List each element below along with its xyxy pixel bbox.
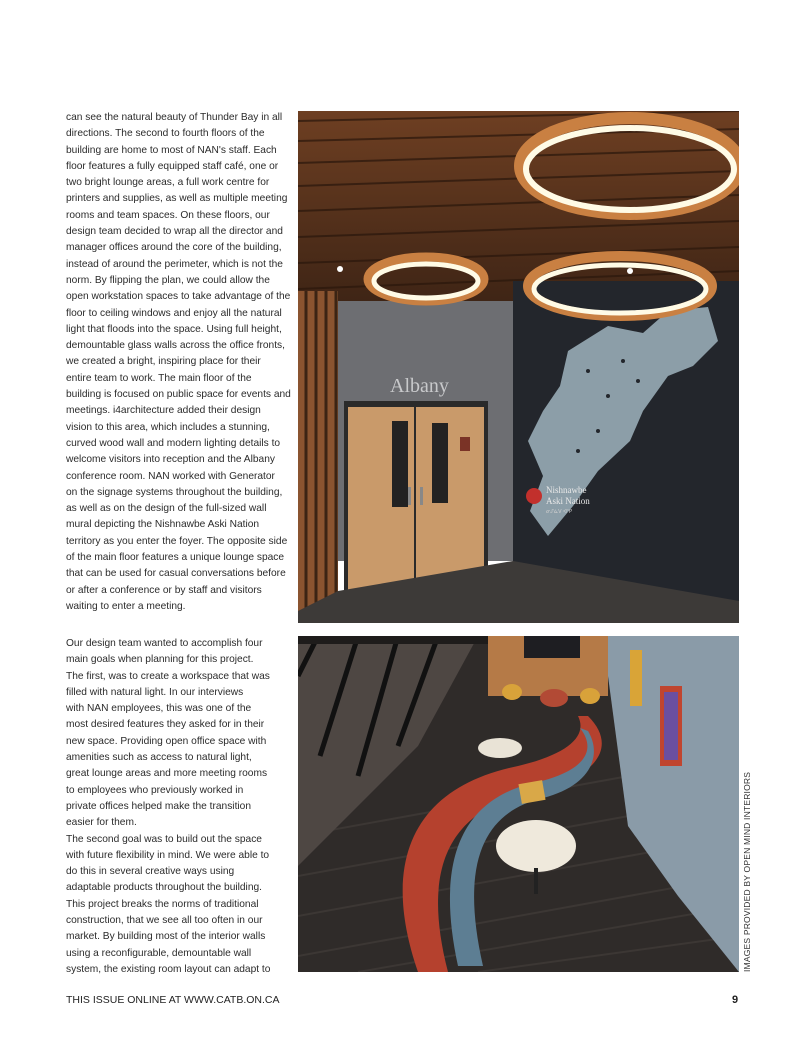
text-line: as well as on the design of the full-sized wall [66,503,267,515]
text-line: amenities such as access to natural light, [66,752,252,764]
text-line: adaptable products throughout the building. [66,882,262,894]
text-line: filled with natural light. In our interviews [66,686,244,698]
photo-lounge [298,636,739,972]
text-line: that can be used for casual conversations before [66,568,286,580]
text-line: two bright lounge areas, a full work centre for [66,177,270,189]
text-line: conference room. NAN worked with Generator [66,470,275,482]
text-line: can see the natural beauty of Thunder Bay in all [66,112,283,123]
text-line: most desired features they asked for in their [66,719,265,731]
text-line: do this in several creative ways using [66,866,235,878]
text-line: with future flexibility in mind. We were able to [66,849,270,861]
text-line: floor features a fully equipped staff café, one or [66,160,279,172]
text-line: easier for them. [66,817,137,829]
text-line: entire team to work. The main floor of the [66,372,252,384]
text-line: waiting to enter a meeting. [66,600,186,612]
text-line: building are home to most of NAN's staff. Each [66,144,277,156]
text-line: manager offices around the core of the building, [66,242,282,254]
photo-albany-entrance [298,111,739,623]
text-line: private offices helped make the transition [66,800,251,812]
text-line: using a reconfigurable, demountable wall [66,947,252,959]
text-line: to employees who previously worked in [66,784,244,796]
mural-logo-line1: Nishnawbe [546,485,587,495]
text-line: system, the existing room layout can adapt to [66,963,271,975]
text-line: rooms and team spaces. On these floors, our [66,209,270,221]
text-line: market. By building most of the interior walls [66,931,266,943]
text-line: demountable glass walls across the office fronts, [66,340,285,352]
mural-logo-line2: Aski Nation [546,496,590,506]
text-line: welcome visitors into reception and the Albany [66,454,275,466]
text-line: mural depicting the Nishnawbe Aski Nation [66,519,260,531]
text-line: open workstation spaces to take advantage of the [66,291,291,303]
text-line: This project breaks the norms of traditional [66,898,259,910]
albany-entrance-image [298,111,739,623]
text-line: light that floods into the space. Using full height, [66,323,282,335]
text-line: curved wood wall and modern lighting details to [66,437,281,449]
text-line: instead of around the perimeter, which is not the [66,258,283,270]
text-line: floor to ceiling windows and enjoy all the natural [66,307,282,319]
text-line: directions. The second to fourth floors of the [66,128,265,140]
text-line: main goals when planning for this project. [66,654,254,666]
text-line: new space. Providing open office space with [66,735,267,747]
text-line: territory as you enter the foyer. The opposite side [66,535,288,547]
footer-website: THIS ISSUE ONLINE AT WWW.CATB.ON.CA [66,994,280,1006]
text-line: vision to this area, which includes a stunning, [66,421,270,433]
text-line: norm. By flipping the plan, we could allow the [66,274,270,286]
albany-room-sign: Albany [390,375,449,397]
text-line: printers and supplies, as well as multiple meeting [66,193,288,205]
mural-logo-syllabics: ᓂᔑᓈᐯ ᐊᐢᑭ [546,509,573,515]
text-line: meetings. i4architecture added their design [66,405,261,417]
text-line: or after a conference or by staff and visitors [66,584,262,596]
text-line: of the main floor features a unique lounge space [66,552,285,564]
photo-credit: IMAGES PROVIDED BY OPEN MIND INTERIORS [742,771,752,972]
page-number: 9 [732,994,739,1006]
lounge-image [298,636,739,972]
text-line: great lounge areas and more meeting rooms [66,768,268,780]
text-line: building is focused on public space for events and [66,389,291,401]
text-line: design team decided to wrap all the director and [66,226,283,238]
text-line: The second goal was to build out the space [66,833,262,845]
text-line: we created a bright, inspiring place for their [66,356,261,368]
text-line: The first, was to create a workspace that was [66,670,270,682]
article-column-top [66,110,296,615]
article-column-bottom [66,636,296,978]
text-line: construction, that we see all too often in our [66,915,263,927]
text-line: Our design team wanted to accomplish four [66,638,263,649]
text-line: with NAN employees, this was one of the [66,703,252,715]
text-line: on the signage systems throughout the building, [66,486,283,498]
